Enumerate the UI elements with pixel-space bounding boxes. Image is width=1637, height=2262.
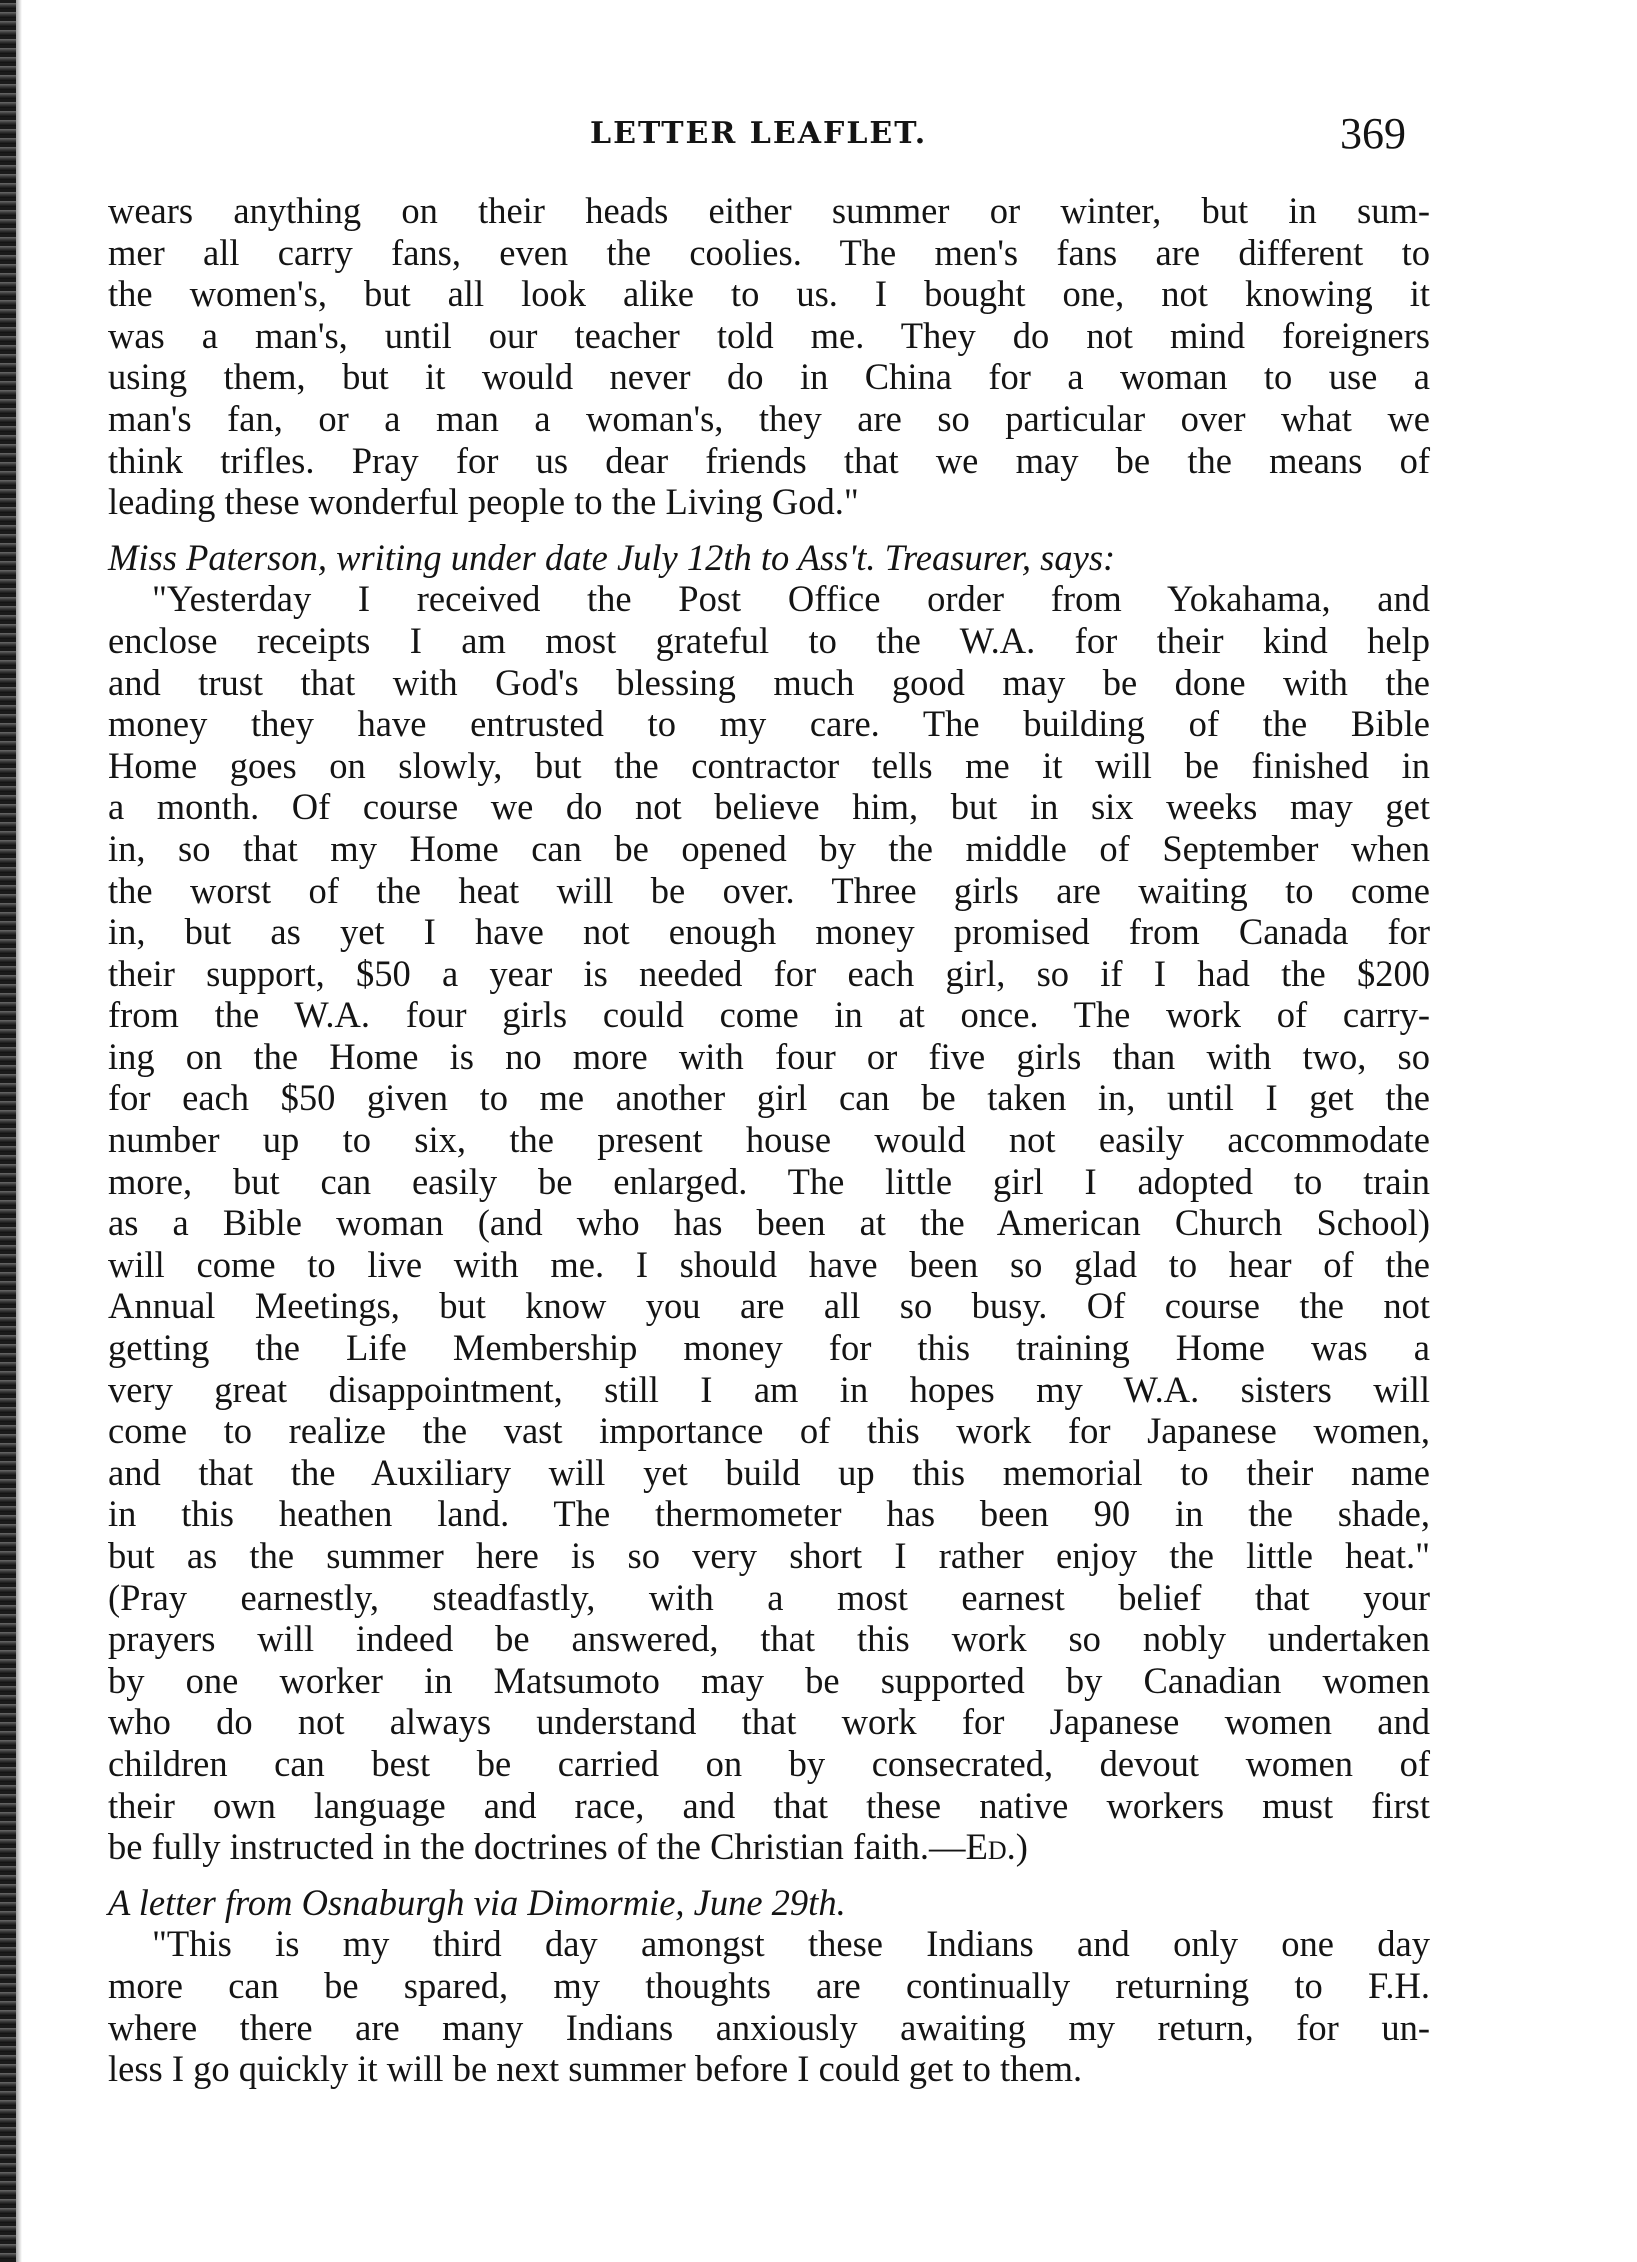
text-line: as a Bible woman (and who has been at the American Church School) bbox=[108, 1202, 1430, 1244]
text-line: a month. Of course we do not believe him, but in six weeks may get bbox=[108, 786, 1430, 828]
text-line: think trifles. Pray for us dear friends that we may be the means of bbox=[108, 439, 1430, 481]
text-line: the women's, but all look alike to us. I bought one, not knowing it bbox=[108, 273, 1430, 315]
text-line: by one worker in Matsumoto may be supported by Canadian women bbox=[108, 1659, 1430, 1701]
text-line: from the W.A. four girls could come in at once. The work of carry- bbox=[108, 994, 1430, 1036]
paragraph-paterson-letter bbox=[108, 578, 1430, 1867]
text-line: prayers will indeed be answered, that this work so nobly undertaken bbox=[108, 1618, 1430, 1660]
text-line: their support, $50 a year is needed for each girl, so if I had the $200 bbox=[108, 952, 1430, 994]
text-line: their own language and race, and that these native workers must first bbox=[108, 1784, 1430, 1826]
text-line: man's fan, or a man a woman's, they are so particular over what we bbox=[108, 397, 1430, 439]
text-line: will come to live with me. I should have been so glad to hear of the bbox=[108, 1243, 1430, 1285]
body-text bbox=[108, 190, 1430, 2090]
text-line: leading these wonderful people to the Living God." bbox=[108, 481, 859, 523]
text-line: Home goes on slowly, but the contractor tells me it will be finished in bbox=[108, 744, 1430, 786]
editor-mark: Ed.) bbox=[965, 1826, 1028, 1868]
text-line: "Yesterday I received the Post Office order from Yokahama, and bbox=[152, 578, 1430, 620]
text-line: come to realize the vast importance of this work for Japanese women, bbox=[108, 1410, 1430, 1452]
text-line: using them, but it would never do in China for a woman to use a bbox=[108, 356, 1430, 398]
text-line: and that the Auxiliary will yet build up this memorial to their name bbox=[108, 1451, 1430, 1493]
page-header bbox=[0, 108, 1637, 168]
text-line: (Pray earnestly, steadfastly, with a most earnest belief that your bbox=[108, 1576, 1430, 1618]
text-line: who do not always understand that work for Japanese women and bbox=[108, 1701, 1430, 1743]
binding-edge bbox=[0, 0, 16, 2262]
paragraph-china-fans bbox=[108, 190, 1430, 523]
text-line: mer all carry fans, even the coolies. The men's fans are different to bbox=[108, 231, 1430, 273]
text-line: money they have entrusted to my care. The building of the Bible bbox=[108, 703, 1430, 745]
text-line: and trust that with God's blessing much good may be done with the bbox=[108, 661, 1430, 703]
text-line: getting the Life Membership money for this training Home was a bbox=[108, 1327, 1430, 1369]
page-number: 369 bbox=[1340, 109, 1406, 158]
text-line: the worst of the heat will be over. Three girls are waiting to come bbox=[108, 869, 1430, 911]
text-line: very great disappointment, still I am in hopes my W.A. sisters will bbox=[108, 1368, 1430, 1410]
text-line: in, so that my Home can be opened by the middle of September when bbox=[108, 827, 1430, 869]
text-line: more, but can easily be enlarged. The little girl I adopted to train bbox=[108, 1160, 1430, 1202]
text-line: ing on the Home is no more with four or five girls than with two, so bbox=[108, 1035, 1430, 1077]
text-line: more can be spared, my thoughts are continually returning to F.H. bbox=[108, 1964, 1430, 2006]
text-line: but as the summer here is so very short I rather enjoy the little heat." bbox=[108, 1535, 1430, 1576]
text-line: children can best be carried on by consecrated, devout women of bbox=[108, 1742, 1430, 1784]
text-line: in this heathen land. The thermometer has been 90 in the shade, bbox=[108, 1493, 1430, 1535]
text-line: where there are many Indians anxiously awaiting my return, for un- bbox=[108, 2006, 1430, 2048]
text-line: was a man's, until our teacher told me. They do not mind foreigners bbox=[108, 314, 1430, 356]
text-line: be fully instructed in the doctrines of the Christian faith.—Ed.) bbox=[108, 1826, 1028, 1868]
section-heading-osnaburgh: A letter from Osnaburgh via Dimormie, June 29th. bbox=[108, 1881, 846, 1923]
text-line: less I go quickly it will be next summer before I could get to them. bbox=[108, 2048, 1083, 2090]
text-line: for each $50 given to me another girl can be taken in, until I get the bbox=[108, 1077, 1430, 1119]
text-line: "This is my third day amongst these Indians and only one day bbox=[152, 1923, 1430, 1965]
text-line: wears anything on their heads either summer or winter, but in sum- bbox=[108, 190, 1430, 231]
paragraph-osnaburgh-letter bbox=[108, 1923, 1430, 2089]
text-line: Annual Meetings, but know you are all so busy. Of course the not bbox=[108, 1285, 1430, 1327]
text-line: number up to six, the present house would not easily accommodate bbox=[108, 1119, 1430, 1161]
running-title: LETTER LEAFLET. bbox=[590, 116, 928, 151]
section-heading-paterson: Miss Paterson, writing under date July 12th to Ass't. Treasurer, says: bbox=[108, 536, 1116, 578]
text-line: enclose receipts I am most grateful to the W.A. for their kind help bbox=[108, 619, 1430, 661]
text-line: in, but as yet I have not enough money promised from Canada for bbox=[108, 911, 1430, 953]
